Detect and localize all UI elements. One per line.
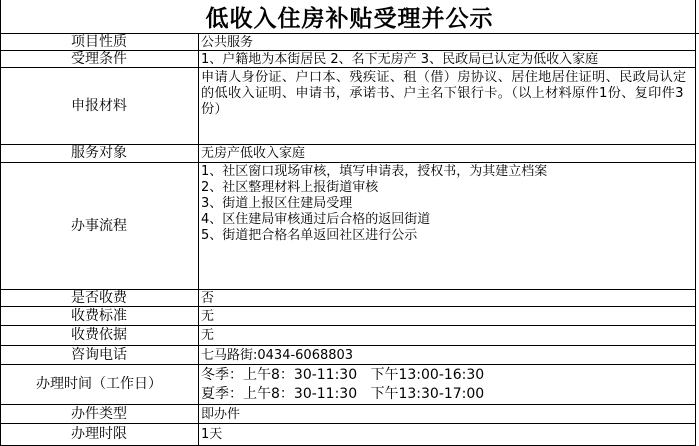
- row-value-fee-basis: [201, 326, 695, 345]
- row-value-time-limit: [201, 424, 695, 445]
- row-value-procedure: [201, 164, 695, 288]
- row-label-project-nature: 项目性质: [71, 34, 127, 50]
- row-label-fee-standard: 收费标准: [71, 307, 127, 324]
- value-text: 无房产低收入家庭: [201, 146, 306, 161]
- row-label-procedure: 办事流程: [71, 217, 127, 234]
- row-label-hotline: 咨询电话: [71, 346, 127, 363]
- procedure-step: 3、街道上报区住建局受理: [201, 196, 353, 211]
- row-label-case-type: 办件类型: [71, 405, 127, 422]
- row-value-service-target: [201, 145, 695, 162]
- row-value-office-hours: [201, 366, 695, 404]
- row-label-fee-charged: 是否收费: [71, 289, 127, 306]
- row-label-fee-basis: 收费依据: [71, 327, 127, 343]
- row-value-fee-standard: [201, 307, 695, 325]
- row-value-hotline: [201, 346, 695, 364]
- value-text: 1、户籍地为本街居民 2、名下无房产 3、民政局已认定为低收入家庭: [201, 51, 599, 67]
- value-text: 申请人身份证、户口本、残疾证、租（借）房协议、居住地居住证明、民政局认定的低收入证明、申请书，承诺书、户主名下银行卡。（以上材料原件1份、复印件3份）: [201, 70, 687, 117]
- column-divider: [198, 34, 199, 446]
- row-label-acceptance-conditions: 受理条件: [71, 50, 127, 67]
- row-value-case-type: [201, 405, 695, 423]
- row-value-application-materials: [201, 70, 695, 142]
- row-value-acceptance-conditions: [201, 51, 695, 67]
- value-text: 七马路街:0434-6068803: [201, 347, 354, 363]
- row-label-time-limit: 办理时限: [71, 426, 127, 442]
- row-value-fee-charged: [201, 290, 695, 306]
- procedure-step: 1、社区窗口现场审核，填写申请表，授权书，为其建立档案: [201, 164, 548, 179]
- value-text: 无: [201, 328, 215, 343]
- value-text: 1天: [201, 427, 223, 442]
- office-hours-summer: 夏季：上午8：30-11:30 下午13:30-17:00: [201, 386, 485, 402]
- row-label-office-hours: 办理时间（工作日）: [36, 376, 162, 392]
- value-text: 否: [201, 290, 215, 306]
- procedure-step: 2、社区整理材料上报街道审核: [201, 180, 379, 195]
- value-text: 即办件: [201, 406, 241, 422]
- row-label-application-materials: 申报材料: [71, 97, 127, 114]
- document-title: 低收入住房补贴受理并公示: [0, 0, 699, 34]
- office-hours-winter: 冬季：上午8：30-11:30 下午13:00-16:30: [201, 367, 485, 383]
- procedure-step: 4、区住建局审核通过后合格的返回街道: [201, 212, 431, 227]
- value-text: 公共服务: [201, 35, 254, 50]
- row-label-service-target: 服务对象: [71, 145, 127, 161]
- value-text: 无: [201, 308, 215, 324]
- row-value-project-nature: [201, 35, 695, 50]
- procedure-step: 5、街道把合格名单返回社区进行公示: [201, 228, 418, 243]
